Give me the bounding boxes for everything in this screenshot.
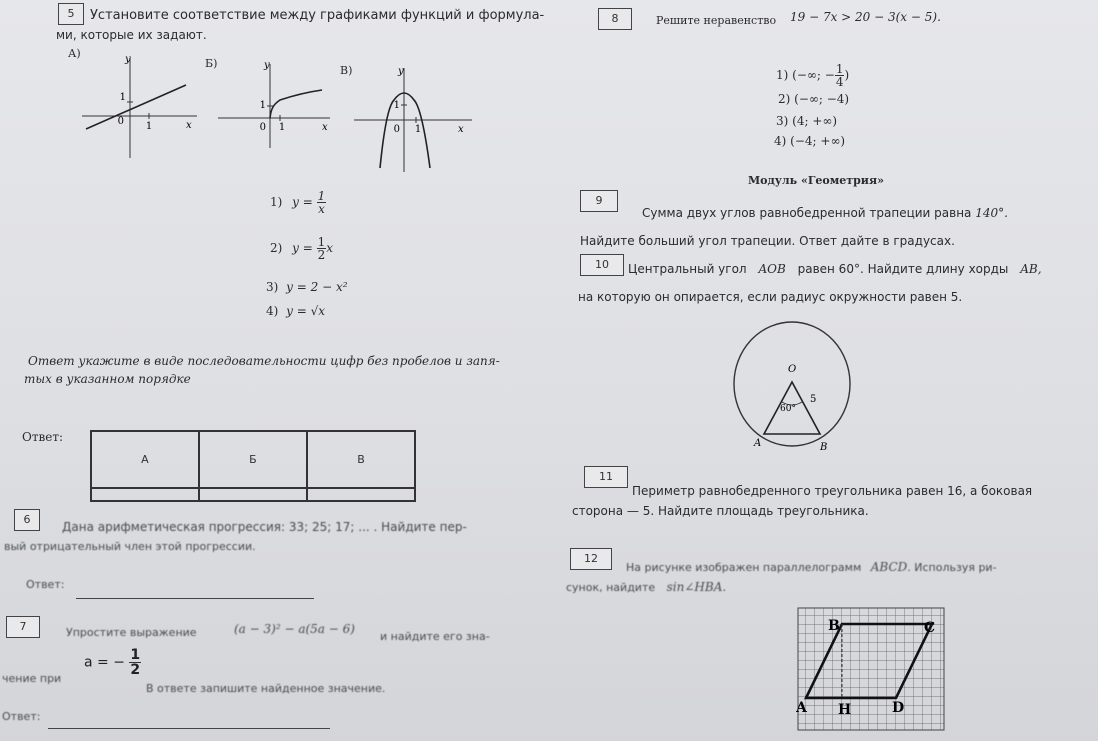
task5-text-line2: ми, которые их задают. (56, 28, 207, 42)
graph-b-curve (270, 90, 322, 118)
task8-option-3: 3) (4; +∞) (776, 114, 838, 128)
label-d: D (892, 700, 905, 716)
task8-text: Решите неравенство (656, 14, 777, 27)
task7-value-of-a: a = − $\frac{1}{2}$ (84, 647, 141, 678)
task6-number: 6 (14, 509, 40, 531)
task10-line2: на которую он опирается, если радиус окружности равен 5. (578, 290, 963, 304)
graph-b-x-label: x (322, 122, 328, 133)
task7-line2a: чение при (2, 672, 62, 685)
task6-answer-line[interactable] (76, 598, 314, 599)
answer-header-v: В (307, 431, 415, 488)
task7-line1a: Упростите выражение (66, 626, 197, 639)
task5-number: 5 (58, 3, 84, 25)
task11-line2: сторона — 5. Найдите площадь треугольника. (572, 504, 869, 518)
graph-b-y-label: y (264, 60, 270, 71)
task8-option-1: 1) (−∞; − $\frac{1}{4}$ ) (776, 62, 850, 89)
graph-v-y-label: y (398, 66, 404, 77)
graph-a-x-label: x (186, 120, 192, 131)
task8-inequality: 19 − 7x > 20 − 3(x − 5). (790, 10, 941, 24)
graph-label-b: Б) (205, 57, 218, 70)
task7-number: 7 (6, 616, 40, 638)
answer-header-b: Б (199, 431, 307, 488)
label-c: C (924, 620, 936, 636)
graph-b (218, 60, 336, 152)
task12-line1: На рисунке изображен параллелограмм ABCD. Используя ри- (626, 560, 997, 574)
graph-label-v: В) (340, 64, 353, 77)
answer-cell-b[interactable] (199, 488, 307, 501)
label-b: B (820, 442, 828, 453)
task11-line1: Периметр равнобедренного треугольника равен 16, а боковая (632, 484, 1033, 498)
task12-grid-figure (796, 606, 948, 732)
graph-b-tick-zero: 0 (259, 122, 266, 133)
task9-line1: Сумма двух углов равнобедренной трапеции равна 140°. (642, 206, 1008, 220)
answer-cell-v[interactable] (307, 488, 415, 501)
label-b: B (828, 618, 840, 634)
graph-v-tick-x1: 1 (414, 124, 422, 135)
label-a: A (754, 438, 762, 449)
answer-cell-a[interactable] (91, 488, 199, 501)
graph-b-tick-x1: 1 (278, 122, 286, 133)
label-angle: 60° (780, 404, 796, 414)
graph-a-line (86, 85, 186, 129)
task5-option-1: 1) y = $\frac{1}{x}$ (270, 189, 326, 216)
graph-v-tick-zero: 0 (393, 124, 400, 135)
module-geometry-title: Модуль «Геометрия» (748, 174, 884, 187)
task5-answer-table (90, 430, 416, 502)
circle-outline (734, 322, 850, 446)
graph-v-parabola (380, 93, 430, 168)
task7-answer-line[interactable] (48, 728, 330, 729)
task12-number: 12 (570, 548, 612, 570)
task11-number: 11 (584, 466, 628, 488)
task5-text-line1: Установите соответствие между графиками функций и формула- (90, 8, 545, 23)
task5-option-2: 2) y = $\frac{1}{2}$ x (270, 235, 334, 262)
graph-a-tick-y1: 1 (119, 92, 126, 103)
answer-header-a: А (91, 431, 199, 488)
task7-line2b: В ответе запишите найденное значение. (146, 682, 386, 695)
task10-number: 10 (580, 254, 624, 276)
task9-line2: Найдите больший угол трапеции. Ответ дайте в градусах. (580, 234, 955, 248)
task10-line1: Центральный угол AOB равен 60°. Найдите длину хорды AB, (628, 262, 1042, 276)
task5-option-4: 4) y = √x (266, 304, 326, 318)
task10-circle-figure (730, 310, 856, 458)
task5-instruction-line2: тых в указанном порядке (24, 372, 191, 386)
task12-line2: сунок, найдите sin∠HBA. (566, 580, 727, 594)
label-h: H (838, 702, 852, 718)
label-radius: 5 (810, 394, 817, 405)
task8-number: 8 (598, 8, 632, 30)
task5-option-3: 3) y = 2 − x² (266, 280, 348, 294)
task5-instruction-line1: Ответ укажите в виде последовательности цифр без пробелов и запя- (28, 354, 500, 368)
label-a: A (796, 700, 807, 716)
graph-v-x-label: x (458, 124, 464, 135)
task7-answer-label: Ответ: (2, 710, 41, 723)
task8-option-4: 4) (−4; +∞) (774, 134, 846, 148)
task5-answer-label: Ответ: (22, 430, 64, 444)
graph-a-y-label: y (125, 54, 131, 65)
task6-line1: Дана арифметическая прогрессия: 33; 25; 17; ... . Найдите пер- (62, 520, 467, 534)
graph-a-tick-x1: 1 (145, 121, 153, 132)
label-o: O (788, 364, 797, 375)
graph-v (354, 64, 476, 174)
task7-expression: (a − 3)² − a(5a − 6) (234, 622, 355, 636)
graph-v-tick-y1: 1 (393, 100, 400, 111)
graph-b-tick-y1: 1 (259, 100, 266, 111)
graph-a (82, 52, 202, 160)
task6-answer-label: Ответ: (26, 578, 65, 591)
task6-line2: вый отрицательный член этой прогрессии. (4, 540, 256, 553)
task8-option-2: 2) (−∞; −4) (778, 92, 850, 106)
graph-a-tick-zero: 0 (117, 116, 124, 127)
task7-line1b: и найдите его зна- (380, 630, 490, 643)
task9-number: 9 (580, 190, 618, 212)
graph-label-a: А) (68, 47, 81, 60)
